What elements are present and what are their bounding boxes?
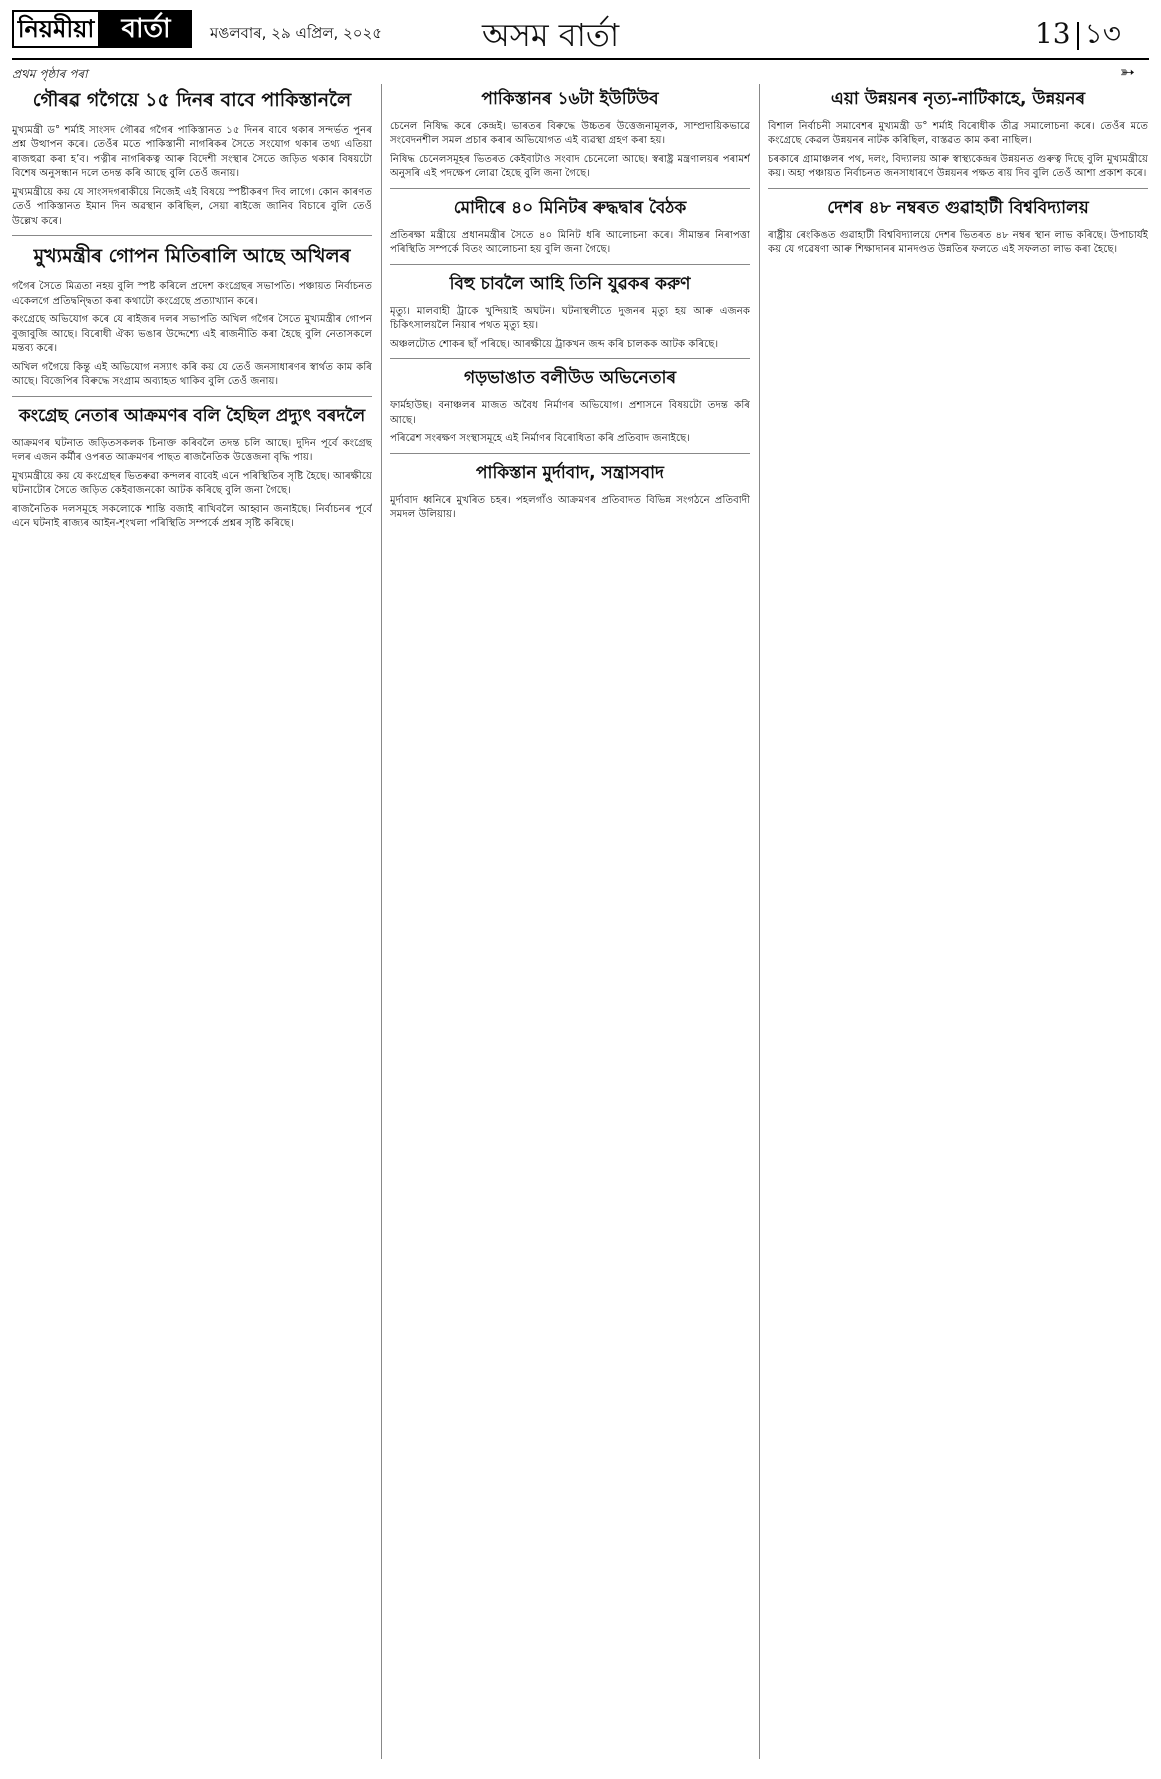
continued-label: প্ৰথম পৃষ্ঠাৰ পৰা	[12, 67, 88, 81]
headline-a1: গৌৰৱ গগৈয়ে ১৫ দিনৰ বাবে পাকিস্তানলৈ	[32, 89, 352, 111]
b5-para-1: মুৰ্দাবাদ ধ্বনিৰে মুখৰিত চহৰ। পহলগাঁও আক্ৰমণৰ প্ৰতিবাদত বিভিন্ন সংগঠনে প্ৰতিবাদী সমদল উলিয়ায়।	[390, 494, 750, 521]
c1-para-2: চৰকাৰে গ্ৰামাঞ্চলৰ পথ, দলং, বিদ্যালয় আৰু স্বাস্থ্যকেন্দ্ৰৰ উন্নয়নত গুৰুত্ব দিছে বুলি মুখ্যমন্ত্ৰীয়ে কয়। অহা পঞ্চায়ত নিৰ্বাচনত জনসাধাৰণে উন্নয়নৰ পক্ষত ৰায় দিব বুলি তেওঁ আশা প্ৰকাশ কৰে।	[768, 153, 1148, 180]
headline-c1: এয়া উন্নয়নৰ নৃত্য-নাটিকাহে, উন্নয়নৰ	[830, 89, 1086, 109]
headline-b2: মোদীৰে ৪০ মিনিটৰ ৰুদ্ধদ্বাৰ বৈঠক	[453, 197, 687, 218]
a3-para-3: ৰাজনৈতিক দলসমূহে সকলোকে শান্তি বজাই ৰাখিবলৈ আহ্বান জনাইছে। নিৰ্বাচনৰ পূৰ্বে এনে ঘটনাই ৰাজ্যৰ আইন-শৃংখলা পৰিস্থিতি সম্পৰ্কে প্ৰশ্নৰ সৃষ্টি কৰিছে।	[12, 503, 372, 530]
b4-para-1: ফাৰ্মহাউছ। বনাঞ্চলৰ মাজত অবৈধ নিৰ্মাণৰ অভিযোগ। প্ৰশাসনে বিষয়টো তদন্ত কৰি আছে।	[390, 400, 750, 426]
logo-right-text: বাৰ্তা	[100, 10, 192, 48]
headline-a2: মুখ্যমন্ত্ৰীৰ গোপন মিতিৰালি আছে অখিলৰ	[33, 245, 351, 268]
a2-para-1: গগৈৰ সৈতে মিত্ৰতা নহয় বুলি স্পষ্ট কৰিলে প্ৰদেশ কংগ্ৰেছৰ সভাপতি। পঞ্চায়ত নিৰ্বাচনত একেলগে প্ৰতিদ্বন্দ্বিতা কৰা কথাটো কংগ্ৰেছে প্ৰত্যাখ্যান কৰে।	[12, 281, 372, 307]
c2-para-1: ৰাষ্ট্ৰীয় ৰেংকিঙত গুৱাহাটী বিশ্ববিদ্যালয়ে দেশৰ ভিতৰত ৪৮ নম্বৰ স্থান লাভ কৰিছে। উপাচাৰ্যই কয় যে গৱেষণা আৰু শিক্ষাদানৰ মানদণ্ডত উন্নতিৰ ফলতে এই সফলতা লাভ কৰা হৈছে।	[768, 229, 1148, 256]
a3-para-2: মুখ্যমন্ত্ৰীয়ে কয় যে কংগ্ৰেছৰ ভিতৰুৱা কন্দলৰ বাবেই এনে পৰিস্থিতিৰ সৃষ্টি হৈছে। আৰক্ষীয়ে ঘটনাটোৰ সৈতে জড়িত কেইবাজনকো আটক কৰিছে বুলি জনা গৈছে।	[12, 470, 372, 497]
a3-para-1: আক্ৰমণৰ ঘটনাত জড়িতসকলক চিনাক্ত কৰিবলৈ তদন্ত চলি আছে। দুদিন পূৰ্বে কংগ্ৰেছ দলৰ এজন কৰ্মীৰ ওপৰত আক্ৰমণৰ পাছত ৰাজনৈতিক উত্তেজনা বৃদ্ধি পায়।	[12, 437, 372, 464]
logo-left-text: নিয়মীয়া	[12, 10, 100, 48]
column-right	[768, 84, 1148, 1764]
b3-para-2: অঞ্চলটোত শোকৰ ছাঁ পৰিছে। আৰক্ষীয়ে ট্ৰাকখন জব্দ কৰি চালকক আটক কৰিছে।	[390, 338, 719, 350]
column-middle	[390, 84, 750, 1764]
a1-para-1: মুখ্যমন্ত্ৰী ড° শৰ্মাই সাংসদ গৌৰৱ গগৈৰ পাকিস্তানত ১৫ দিনৰ বাবে থকাৰ সন্দৰ্ভত পুনৰ প্ৰশ্ন উত্থাপন কৰে। তেওঁৰ মতে পাকিস্তানী নাগৰিকৰ সৈতে সংযোগ থকাৰ তথ্য এতিয়া ৰাজহুৱা কৰা হ’ব। পত্নীৰ নাগৰিকত্ব আৰু বিদেশী সংস্থাৰ সৈতে জড়িত থকাৰ বিষয়টো বিশেষ অনুসন্ধান দলে তদন্ত কৰি আছে বুলি তেওঁ জনায়।	[12, 125, 372, 180]
page-number-local: ১৩	[1084, 17, 1121, 50]
c1-para-1: বিশাল নিৰ্বাচনী সমাবেশৰ মুখ্যমন্ত্ৰী ড° শৰ্মাই বিৰোধীক তীব্ৰ সমালোচনা কৰে। তেওঁৰ মতে কংগ্ৰেছে কেৱল উন্নয়নৰ নাটক কৰিছিল, বাস্তৱত কাম কৰা নাছিল।	[768, 121, 1148, 147]
b1-para-1: চেনেল নিষিদ্ধ কৰে কেন্দ্ৰই। ভাৰতৰ বিৰুদ্ধে উচ্চতৰ উত্তেজনামূলক, সাম্প্ৰদায়িকভাৱে সংবেদনশীল সমল প্ৰচাৰ কৰাৰ অভিযোগত এই ব্যৱস্থা গ্ৰহণ কৰা হয়।	[390, 121, 750, 147]
b4-para-2: পৰিৱেশ সংৰক্ষণ সংস্থাসমূহে এই নিৰ্মাণৰ বিৰোধিতা কৰি প্ৰতিবাদ জনাইছে।	[390, 433, 690, 445]
headline-c2: দেশৰ ৪৮ নম্বৰত গুৱাহাটী বিশ্ববিদ্যালয়	[827, 197, 1089, 218]
b3-para-1: মৃত্যু। মালবাহী ট্ৰাকে খুন্দিয়াই অঘটন। ঘটনাস্থলীতে দুজনৰ মৃত্যু হয় আৰু এজনক চিকিৎসালয়লৈ নিয়াৰ পথত মৃত্যু হয়।	[390, 305, 750, 332]
headline-b3: বিহু চাবলৈ আহি তিনি যুৱকৰ করুণ	[449, 273, 691, 294]
column-divider-2	[759, 84, 760, 1759]
page-number-latin: 13	[1034, 17, 1071, 50]
b2-para-1: প্ৰতিৰক্ষা মন্ত্ৰীয়ে প্ৰধানমন্ত্ৰীৰ সৈতে ৪০ মিনিট ধৰি আলোচনা কৰে। সীমান্তৰ নিৰাপত্তা পৰিস্থিতি সম্পৰ্কে বিতং আলোচনা হয় বুলি জনা গৈছে।	[390, 229, 750, 256]
section-title: অসম বাৰ্তা	[482, 16, 620, 54]
headline-b4: গড়ভাঙাত বলীউড অভিনেতাৰ	[463, 368, 677, 389]
a2-para-2: কংগ্ৰেছে অভিযোগ কৰে যে ৰাইজৰ দলৰ সভাপতি অখিল গগৈৰ সৈতে মুখ্যমন্ত্ৰীৰ গোপন বুজাবুজি আছে। বিৰোধী ঐক্য ভঙাৰ উদ্দেশ্যে এই ৰাজনীতি কৰা হৈছে বুলি নেতাসকলে মন্তব্য কৰে।	[12, 314, 372, 355]
dateline: মঙলবাৰ, ২৯ এপ্ৰিল, ২০২৫	[210, 24, 383, 42]
headline-b5: পাকিস্তান মুৰ্দাবাদ, সন্ত্ৰাসবাদ	[476, 462, 664, 483]
page-number-divider	[1077, 22, 1079, 50]
newspaper-logo	[12, 10, 192, 48]
masthead-rule	[12, 58, 1149, 60]
b1-para-2: নিষিদ্ধ চেনেলসমূহৰ ভিতৰত কেইবাটাও সংবাদ চেনেলো আছে। স্বৰাষ্ট্ৰ মন্ত্ৰণালয়ৰ পৰামৰ্শ অনুসৰি এই পদক্ষেপ লোৱা হৈছে বুলি জনা গৈছে।	[390, 153, 750, 180]
headline-b1: পাকিস্তানৰ ১৬টা ইউটিউব	[481, 89, 659, 109]
arrow-icon: ➳	[1119, 62, 1135, 83]
page-number	[1035, 12, 1121, 59]
masthead	[0, 0, 1161, 83]
a2-para-3: অখিল গগৈয়ে কিন্তু এই অভিযোগ নস্যাৎ কৰি কয় যে তেওঁ জনসাধাৰণৰ স্বাৰ্থত কাম কৰি আছে। বিজেপিৰ বিৰুদ্ধে সংগ্ৰাম অব্যাহত থাকিব বুলি তেওঁ জনায়।	[12, 361, 372, 388]
a1-para-2: মুখ্যমন্ত্ৰীয়ে কয় যে সাংসদগৰাকীয়ে নিজেই এই বিষয়ে স্পষ্টীকৰণ দিব লাগে। কোন কাৰণত তেওঁ পাকিস্তানত ইমান দিন অৱস্থান কৰিছিল, সেয়া ৰাইজে জানিব বিচাৰে বুলি তেওঁ উল্লেখ কৰে।	[12, 186, 372, 227]
column-left	[12, 84, 372, 1764]
headline-a3: কংগ্ৰেছ নেতাৰ আক্ৰমণৰ বলি হৈছিল প্ৰদ্যুৎ বৰদলৈ	[18, 405, 366, 426]
column-divider-1	[381, 84, 382, 1759]
